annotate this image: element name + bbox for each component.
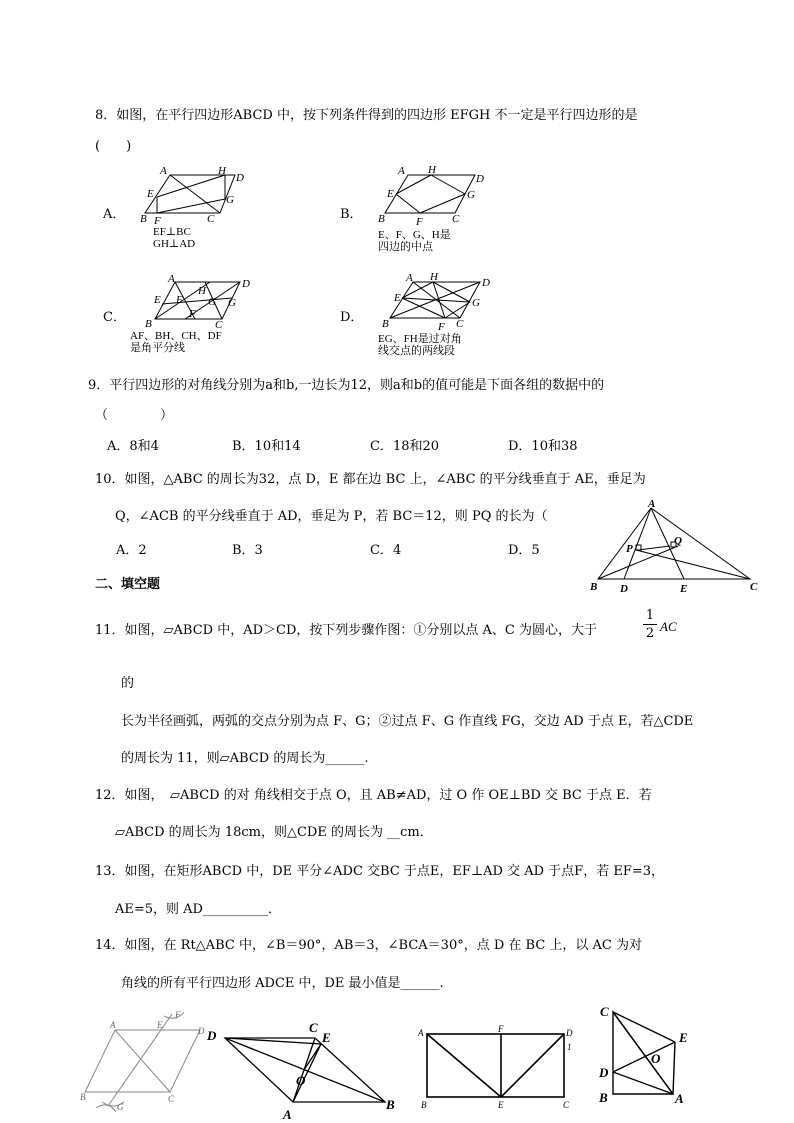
q8-stem: 8．如图，在平行四边形ABCD 中，按下列条件得到的四边形 EFGH 不一定是平行四边形的是 [95,108,638,123]
label-g: G [226,194,234,206]
label-a: A [283,1107,292,1122]
label-o: O [296,1073,306,1088]
q11-fraction-num: 1 [645,608,655,623]
label-e: E [387,188,394,200]
label-a: A [406,272,413,284]
label-h: H [428,164,436,176]
label-c: C [600,1004,609,1019]
q12-figure [205,1018,405,1123]
label-f: F [175,1010,181,1020]
q8-caption-d-1: EG、FH是过对角 [378,333,462,345]
q9-choice-d: D．10和38 [508,439,578,454]
q8-caption-a-2: GH⊥AD [153,238,196,250]
label-h: H [198,285,206,297]
q12-line2: ▱ABCD 的周长为 18cm，则△CDE 的周长为 __cm． [115,825,433,840]
q14-line2: 角线的所有平行四边形 ADCE 中，DE 最小值是______. [121,976,444,991]
label-b: B [590,581,598,593]
q8-option-a-letter: A． [103,207,126,222]
label-d: D [242,278,250,290]
q11-line4: 的周长为 11，则▱ABCD 的周长为______. [121,751,369,766]
label-c: C [456,318,464,330]
q8-caption-d-2: 线交点的两线段 [378,345,455,357]
label-c: C [215,319,223,331]
label-e: E [154,294,161,306]
label-a: A [675,1091,684,1106]
label-a: A [648,498,656,510]
q14-figure [595,1000,705,1115]
label-q: Q [674,535,682,547]
label-d: D [620,583,628,595]
label-d: D [599,1065,609,1080]
q13-line2: AE=5，则 AD__________． [115,902,281,917]
label-f: F [154,215,161,227]
q10-choice-a: A．2 [116,543,147,558]
q11-fraction-bar [643,624,657,625]
label-d: D [198,1026,205,1036]
label-e: E [680,583,688,595]
q10-choice-b: B．3 [232,543,263,558]
label-e: E [147,188,154,200]
q11-line2: 的 [121,676,135,691]
q8-option-d-letter: D． [340,310,364,325]
q8-figure-b [375,164,490,228]
label-a: A [398,165,405,177]
label-a: A [160,165,167,177]
label-c: C [563,1100,570,1110]
q8-option-c-letter: C． [103,310,126,325]
label-e: E [322,1030,331,1045]
q8-caption-c-2: 是角平分线 [130,342,185,354]
label-f: F [176,294,183,306]
label-e: E [394,292,401,304]
label-a: A [168,273,175,285]
label-b: B [599,1090,608,1105]
label-a: A [418,1028,424,1038]
q8-figure-d [378,270,493,333]
label-e: E [679,1030,688,1045]
q12-line1: 12．如图， ▱ABCD 的对 角线相交于点 O，且 AB≠AD，过 O 作 OE⊥BD 交 BC 于点 E．若 [95,788,652,803]
label-c: C [452,213,460,225]
label-g: G [472,297,480,309]
q10-figure-triangle [588,496,768,596]
q11-fraction [643,608,657,641]
label-b: B [378,213,385,225]
label-d: D [482,277,490,289]
label-d: D [236,172,244,184]
q8-caption-b-2: 四边的中点 [378,241,433,253]
label-f: F [189,308,196,320]
label-one: 1 [567,1042,572,1052]
q8-figure-a [140,165,250,225]
q11-figure [80,1010,215,1115]
label-f: F [416,216,423,228]
label-d: D [207,1028,217,1043]
label-b: B [386,1097,395,1112]
label-p: P [626,543,633,555]
label-g: G [117,1102,124,1112]
label-e: E [498,1100,504,1110]
q9-choice-a: A．8和4 [107,439,159,454]
label-b: B [80,1092,86,1102]
label-g: G [467,189,475,201]
label-c: C [168,1094,175,1104]
label-b: B [382,318,389,330]
label-g: G [208,296,216,308]
label-c: C [309,1020,318,1035]
q10-choice-d: D．5 [508,543,540,558]
label-b: B [145,318,152,330]
section-title-fill-blank: 二、填空题 [95,577,161,592]
label-f: F [438,321,445,333]
q9-stem: 9．平行四边形的对角线分别为a和b,一边长为12，则a和b的值可能是下面各组的数据中的 [88,378,605,393]
q11-fraction-den: 2 [645,626,655,641]
q10-choice-c: C．4 [370,543,402,558]
q9-choice-c: C．18和20 [370,439,440,454]
label-f: F [498,1024,504,1034]
q8-caption-c-1: AF、BH、CH、DF [130,330,222,342]
q8-caption-b-1: E、F、G、H是 [378,229,451,241]
q8-caption-a-1: EF⊥BC [153,226,191,238]
label-h: H [430,271,438,283]
label-d: D [476,173,484,185]
q9-paren: （ ） [95,408,174,423]
label-o: O [651,1051,661,1066]
q11-fraction-tail: AC [660,619,677,634]
q8-figure-c [140,272,255,330]
label-c: C [750,581,758,593]
q10-line1: 10．如图，△ABC 的周长为32，点 D，E 都在边 BC 上，∠ABC 的平分线垂直于 AE，垂足为 [95,472,646,487]
q9-choice-b: B．10和14 [232,439,301,454]
q13-figure [415,1022,590,1112]
q8-option-b-letter: B． [340,207,363,222]
label-h: H [218,165,226,177]
q10-line2: Q，∠ACB 的平分线垂直于 AD，垂足为 P，若 BC＝12，则 PQ 的长为（ [115,509,548,524]
label-e: E [157,1020,163,1030]
q14-line1: 14．如图，在 Rt△ABC 中，∠B＝90°，AB＝3，∠BCA＝30°，点 D 在 BC 上，以 AC 为对 [95,938,643,953]
q8-paren: ( ) [95,139,132,154]
q11-line1: 11．如图，▱ABCD 中，AD＞CD，按下列步骤作图：①分别以点 A、C 为圆心，大于 [95,623,598,638]
label-b: B [421,1100,427,1110]
q13-line1: 13．如图，在矩形ABCD 中，DE 平分∠ADC 交BC 于点E，EF⊥AD 交 AD 于点F，若 EF=3， [95,864,664,879]
label-a: A [110,1020,116,1030]
q11-line3: 长为半径画弧，两弧的交点分别为点 F、G；②过点 F、G 作直线 FG，交边 AD 于点 E，若△CDE [121,714,694,729]
label-g: G [228,297,236,309]
label-b: B [140,213,147,225]
label-d: D [566,1028,573,1038]
label-c: C [207,213,215,225]
